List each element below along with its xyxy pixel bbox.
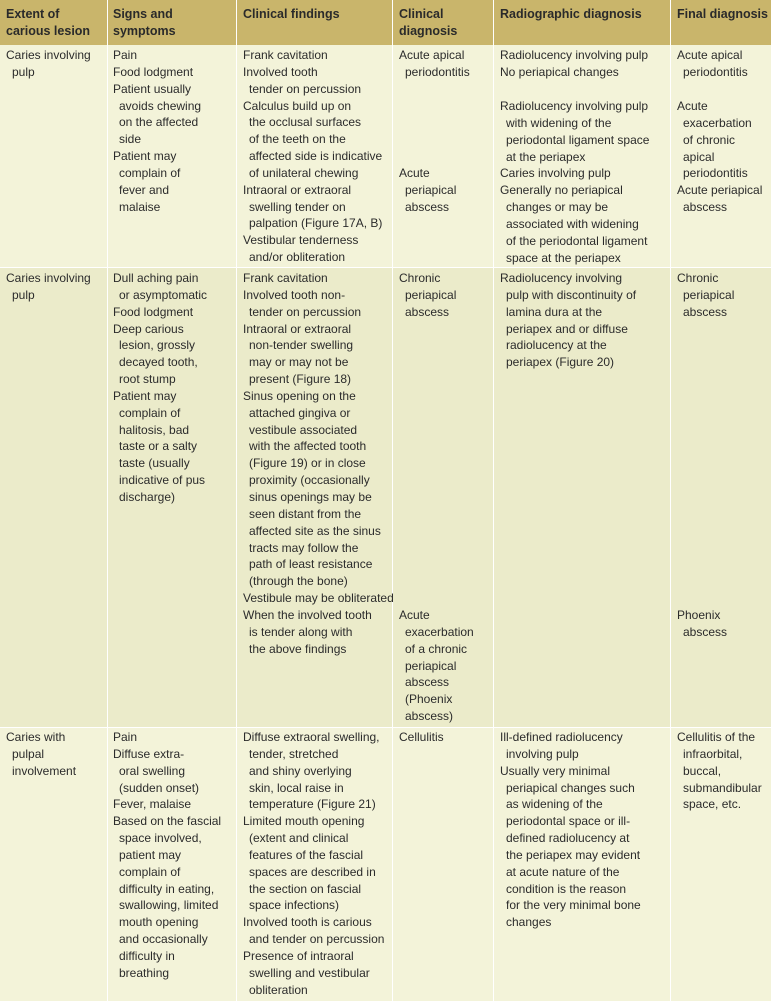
cell-final: Phoenix abscess <box>677 608 728 639</box>
header-extent: Extent of carious lesion <box>6 7 91 38</box>
cell-extent: Caries involving pulp <box>6 271 91 302</box>
row-divider <box>0 727 771 728</box>
cell-clinical: Cellulitis <box>399 730 444 744</box>
cell-final: Chronic periapical abscess <box>677 271 735 319</box>
cell-findings: Frank cavitation Involved tooth non- tender on percussion Intraoral or extraoral non-tender swelling may or may not be present (Figure 18) Sinus opening on the attached gingiva or vestibule associated with the affected tooth (Figure 19) or in close proximity (occasionally sinus openings may be seen distant from the affected site as the sinus tracts may follow the path of least resistance (through the bone) Vestibule may be obliterated When the involved tooth is tender along with the above findings <box>243 271 394 656</box>
header-signs: Signs and symptoms <box>113 7 176 38</box>
cell-clinical: Chronic periapical abscess <box>399 271 457 319</box>
cell-extent: Caries with pulpal involvement <box>6 730 77 778</box>
cell-signs: Pain Diffuse extra- oral swelling (sudden onset) Fever, malaise Based on the fascial space involved, patient may complain of difficulty in eating, swallowing, limited mouth opening and occasionally difficulty in breathing <box>113 730 222 980</box>
table-header <box>0 0 771 45</box>
cell-radiographic: Radiolucency involving pulp with discontinuity of lamina dura at the periapex and or diffuse radiolucency at the periapex (Figure 20) <box>500 271 637 370</box>
header-radiographic: Radiographic diagnosis <box>500 7 642 21</box>
column-divider <box>670 0 671 1001</box>
cell-clinical: Acute periapical abscess <box>399 166 457 214</box>
column-divider <box>236 0 237 1001</box>
cell-radiographic: Ill-defined radiolucency involving pulp Usually very minimal periapical changes such as widening of the periodontal space or ill- defined radiolucency at the periapex may evident at acute nature of the condition is the reason for the very minimal bone changes <box>500 730 641 930</box>
column-divider <box>107 0 108 1001</box>
header-clinical: Clinical diagnosis <box>399 7 458 38</box>
header-final: Final diagnosis <box>677 7 768 21</box>
cell-findings: Frank cavitation Involved tooth tender on percussion Calculus build up on the occlusal surfaces of the teeth on the affected side is indicative of unilateral chewing Intraoral or extraoral swelling tender on palpation (Figure 17A, B) Vestibular tenderness and/or obliteration <box>243 48 383 265</box>
header-findings: Clinical findings <box>243 7 340 21</box>
column-divider <box>493 0 494 1001</box>
cell-final: Cellulitis of the infraorbital, buccal, submandibular space, etc. <box>677 730 762 812</box>
row-divider <box>0 267 771 268</box>
cell-extent: Caries involving pulp <box>6 48 91 79</box>
cell-radiographic: Radiolucency involving pulp No periapical changes <box>500 48 649 79</box>
cell-clinical: Acute apical periodontitis <box>399 48 470 79</box>
cell-signs: Dull aching pain or asymptomatic Food lodgment Deep carious lesion, grossly decayed tooth, root stump Patient may complain of halitosis, bad taste or a salty taste (usually indicative of pus discharge) <box>113 271 208 504</box>
cell-findings: Diffuse extraoral swelling, tender, stretched and shiny overlying skin, local raise in temperature (Figure 21) Limited mouth opening (extent and clinical features of the fascial spaces are described in the section on fascial space infections) Involved tooth is carious and tender on percussion Presence of intraoral swelling and vestibular obliteration <box>243 730 385 997</box>
cell-radiographic: Radiolucency involving pulp with widening of the periodontal ligament space at the periapex Caries involving pulp Generally no periapical changes or may be associated with widening of the periodontal ligament space at the periapex <box>500 99 650 265</box>
cell-signs: Pain Food lodgment Patient usually avoids chewing on the affected side Patient may complain of fever and malaise <box>113 48 202 214</box>
cell-clinical: Acute exacerbation of a chronic periapical abscess (Phoenix abscess) <box>399 608 474 724</box>
cell-final: Acute exacerbation of chronic apical periodontitis Acute periapical abscess <box>677 99 763 215</box>
cell-final: Acute apical periodontitis <box>677 48 748 79</box>
